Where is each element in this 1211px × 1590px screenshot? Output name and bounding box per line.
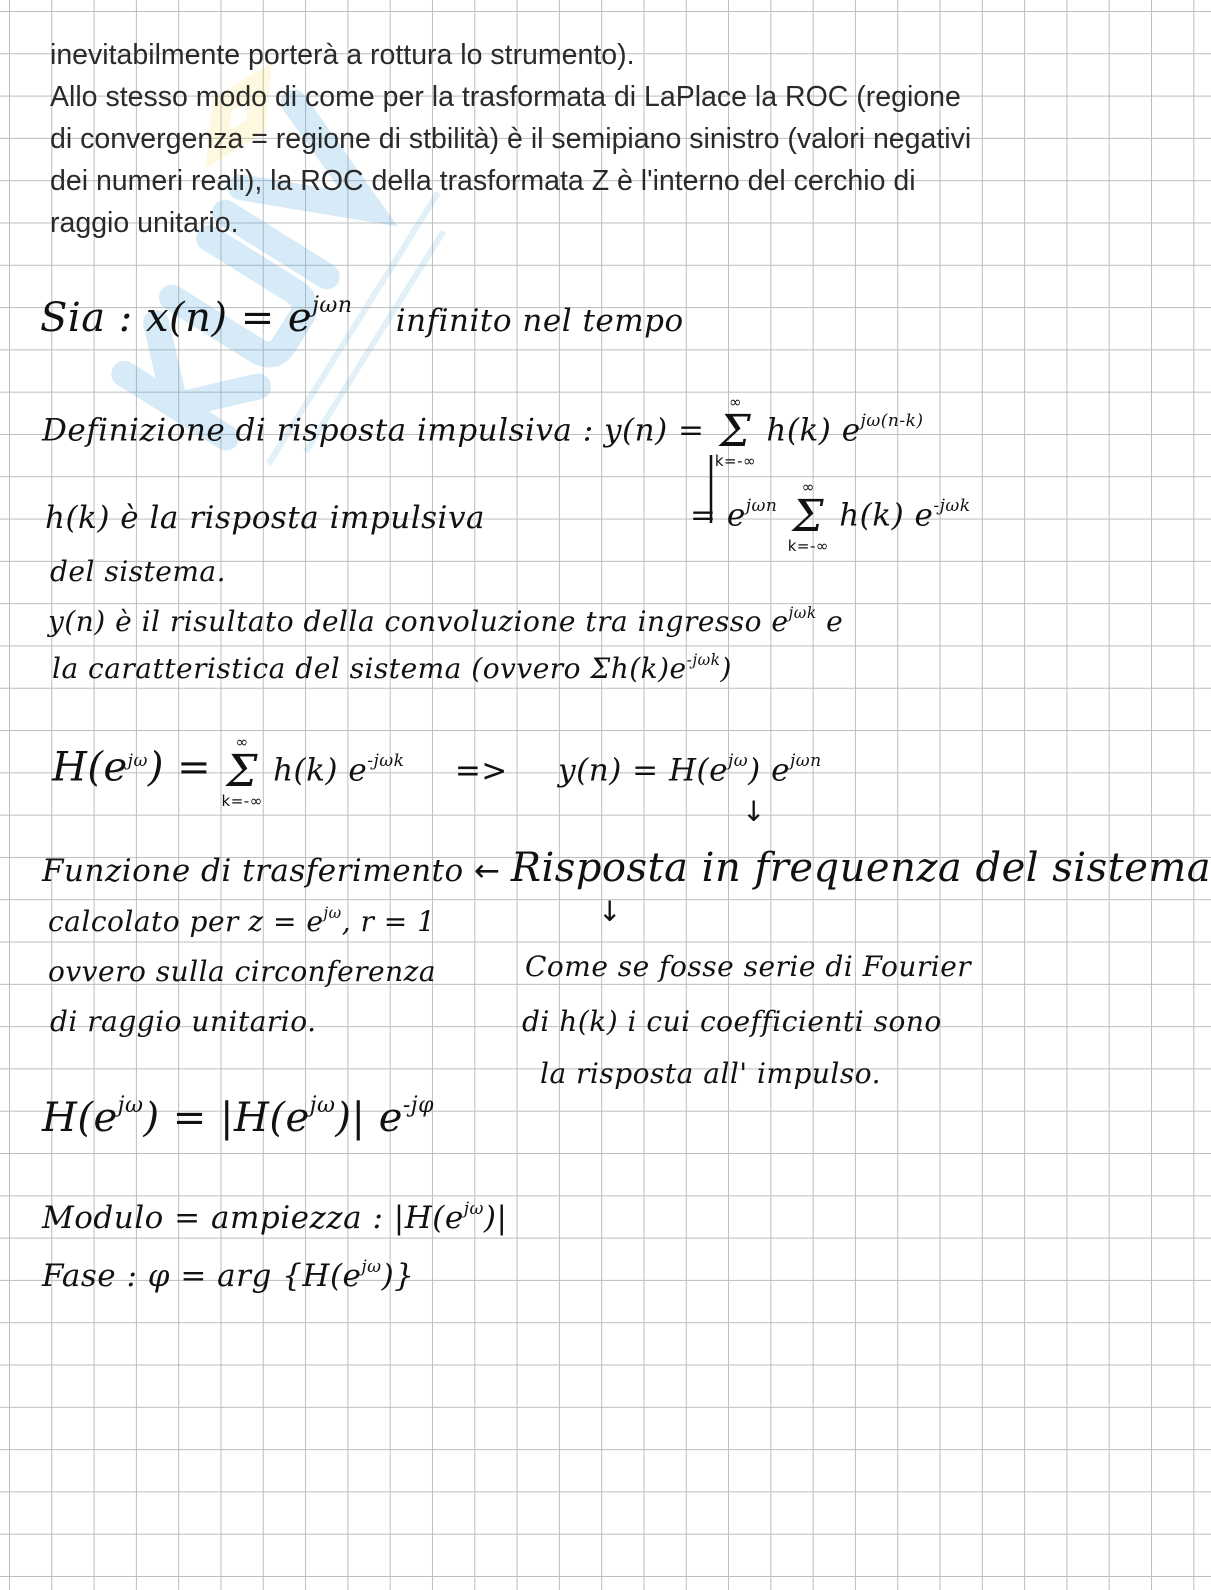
fourier-note-line2: di h(k) i cui coefficienti sono <box>522 1005 942 1038</box>
sigma-symbol: Σ <box>719 406 752 457</box>
hk-note-line1: h(k) è la risposta impulsiva <box>45 500 485 536</box>
output-exponent2: jωn <box>789 751 822 772</box>
H-exponent: jω <box>127 751 148 772</box>
equation-connector <box>708 455 714 525</box>
sum-lower: k=-∞ <box>221 792 263 810</box>
signal-formula: Sia : x(n) = e <box>40 295 313 341</box>
rewrite-exponent: jωn <box>745 496 778 517</box>
typed-line: di convergenza = regione di stbilità) è il semipiano sinistro (valori negativi <box>50 123 972 155</box>
modulus-exponent: jω <box>463 1198 484 1219</box>
ft-left-label: Funzione di trasferimento <box>42 853 464 889</box>
signal-note: infinito nel tempo <box>395 303 684 339</box>
fourier-note-line3: la risposta all' impulso. <box>540 1057 882 1090</box>
definition-exponent: jω(n-k) <box>860 411 924 432</box>
transfer-function-equation <box>52 735 822 809</box>
polar-exponent: jω <box>117 1093 144 1119</box>
fourier-note-line1: Come se fosse serie di Fourier <box>525 950 972 983</box>
modulus-end: )| <box>483 1200 508 1236</box>
rewrite-prefix: = e <box>690 497 746 534</box>
definition-label: Definizione di risposta impulsiva : y(n) = <box>42 412 705 449</box>
down-arrow-icon: ↓ <box>598 895 622 928</box>
modulus-text: Modulo = ampiezza : |H(e <box>42 1200 464 1236</box>
polar-form-equation <box>42 1095 434 1141</box>
typed-line: raggio unitario. <box>50 207 239 239</box>
impulse-response-definition <box>42 395 924 469</box>
H-equals: ) = <box>147 744 212 791</box>
transfer-function-label <box>42 845 1211 891</box>
yn-note-end: ) <box>720 652 732 685</box>
circumference-note-line1: ovvero sulla circonferenza <box>48 955 437 988</box>
phase-definition <box>42 1258 414 1294</box>
hk-note-line2: del sistema. <box>50 555 227 588</box>
polar-mid: ) = |H(e <box>143 1095 310 1141</box>
yn-note-text: y(n) è il risultato della convoluzione tra ingresso e <box>48 605 789 638</box>
H-term: h(k) e <box>273 752 368 789</box>
left-arrow-icon: ← <box>474 853 501 889</box>
typed-line: Allo stesso modo di come per la trasformata di LaPlace la ROC (regione <box>50 81 961 113</box>
yn-note-exponent: -jωk <box>686 650 721 669</box>
polar-H: H(e <box>42 1095 118 1141</box>
summation <box>715 395 756 469</box>
phase-text: Fase : φ = arg {H(e <box>42 1258 362 1294</box>
circumference-note-line2: di raggio unitario. <box>50 1005 317 1038</box>
sum-upper: ∞ <box>801 478 815 496</box>
output-exponent: jω <box>727 751 749 772</box>
signal-exponent: jωn <box>312 293 353 319</box>
yn-note-line1 <box>48 605 843 638</box>
calculation-note <box>48 905 435 938</box>
calc-text: calcolato per z = e <box>48 905 324 938</box>
polar-exponent2: jω <box>309 1093 336 1119</box>
typed-line: inevitabilmente porterà a rottura lo strumento). <box>50 39 635 71</box>
impulse-response-rewrite <box>690 480 971 554</box>
H-symbol: H(e <box>52 744 128 791</box>
sigma-symbol: Σ <box>792 491 825 542</box>
sum-upper: ∞ <box>235 733 249 751</box>
summation <box>222 735 263 809</box>
yn-note-exponent: jωk <box>788 603 817 622</box>
rewrite-term-exponent: -jωk <box>933 496 971 517</box>
sum-lower: k=-∞ <box>714 452 757 470</box>
polar-exponent3: -jφ <box>402 1093 435 1119</box>
summation <box>788 480 829 554</box>
modulus-definition <box>42 1200 507 1236</box>
signal-definition <box>40 295 684 341</box>
sum-upper: ∞ <box>728 393 742 411</box>
definition-term: h(k) e <box>766 412 861 449</box>
polar-mid2: )| e <box>335 1095 403 1141</box>
typed-line: dei numeri reali), la ROC della trasformata Z è l'interno del cerchio di <box>50 165 916 197</box>
yn-note-end: e <box>826 605 844 638</box>
calc-end: , r = 1 <box>341 905 436 938</box>
calc-exponent: jω <box>323 903 342 922</box>
down-arrow-icon: ↓ <box>742 795 766 828</box>
sigma-symbol: Σ <box>226 746 258 797</box>
sum-lower: k=-∞ <box>787 537 829 555</box>
ft-right-label: Risposta in frequenza del sistema <box>510 845 1211 891</box>
implies-arrow: => <box>454 752 508 789</box>
typed-paragraph <box>50 34 1090 244</box>
H-term-exponent: -jωk <box>367 751 405 772</box>
yn-note-text: la caratteristica del sistema (ovvero Σh(k)e <box>52 652 687 685</box>
output-formula: y(n) = H(e <box>558 752 728 789</box>
rewrite-term: h(k) e <box>839 497 934 534</box>
phase-end: )} <box>381 1258 415 1294</box>
yn-note-line2 <box>52 652 732 685</box>
phase-exponent: jω <box>361 1256 382 1277</box>
output-mid: ) e <box>748 752 790 789</box>
